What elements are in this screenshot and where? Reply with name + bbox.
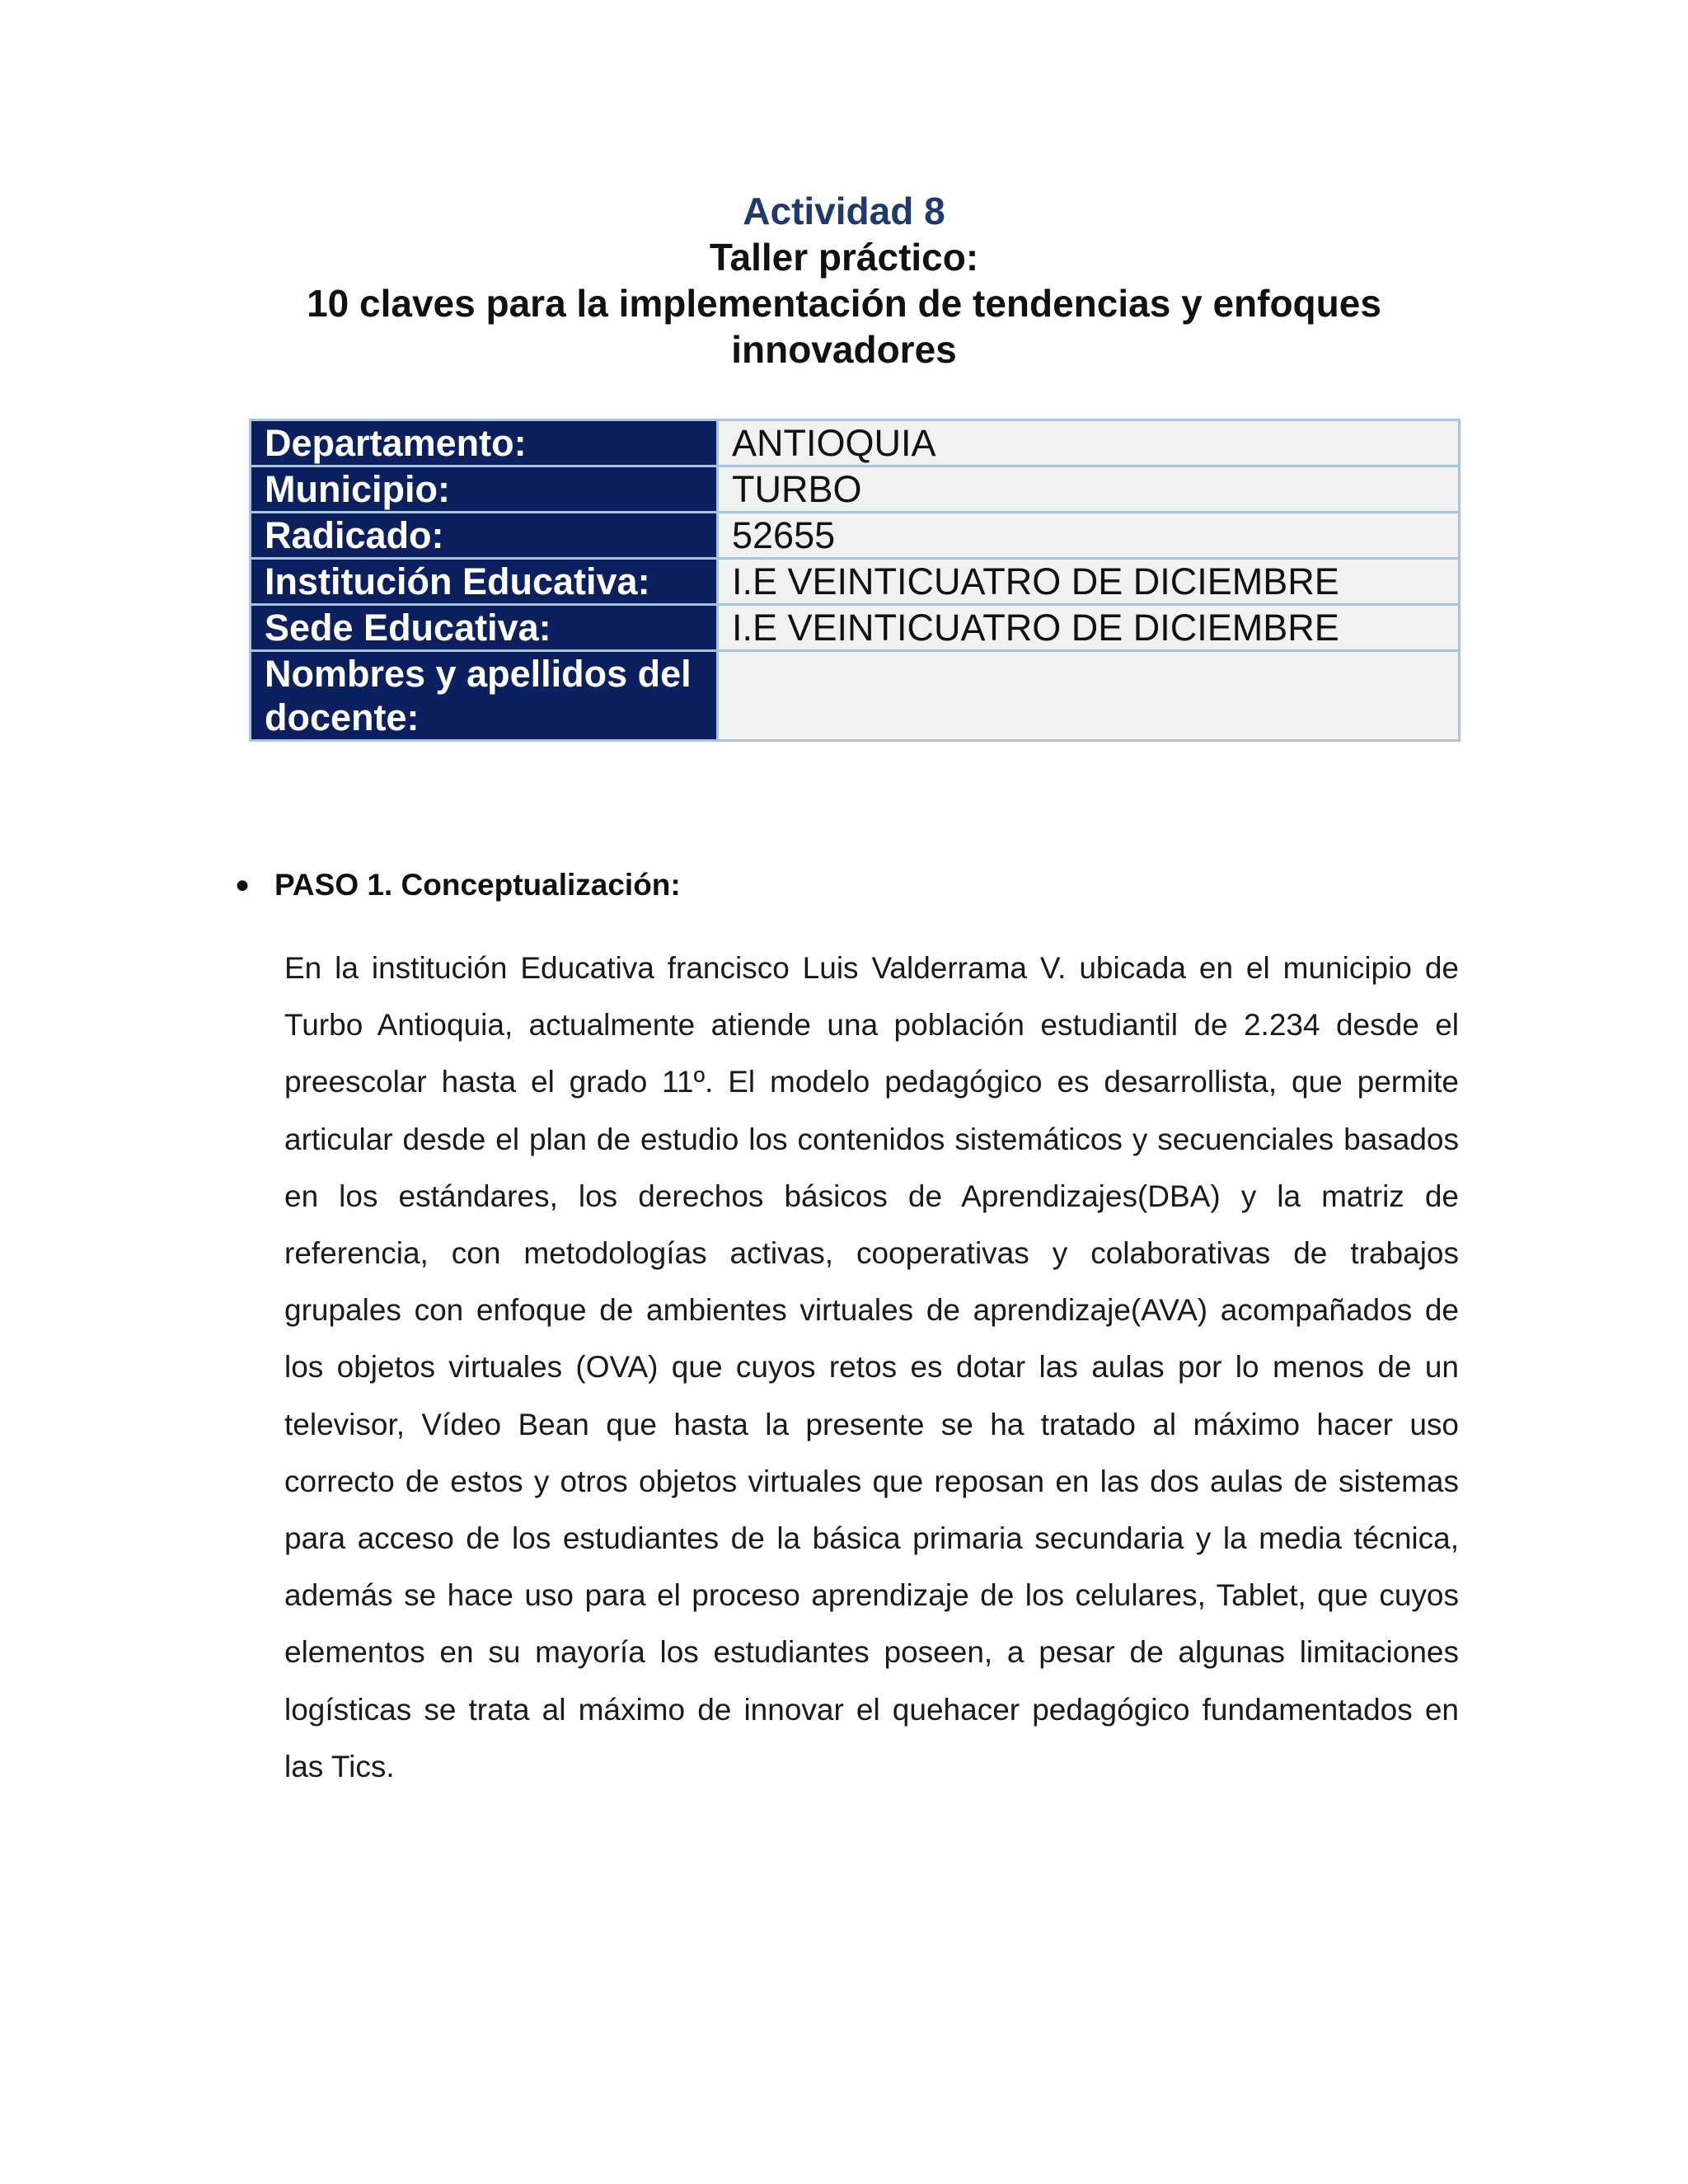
table-row	[251, 513, 1460, 559]
activity-title: Actividad 8	[743, 190, 945, 232]
campus-label: Sede Educativa:	[251, 605, 718, 651]
municipality-value: TURBO	[718, 466, 1460, 513]
document-header	[0, 188, 1688, 373]
radicado-label: Radicado:	[251, 513, 718, 559]
campus-value: I.E VEINTICUATRO DE DICIEMBRE	[718, 605, 1460, 651]
institution-value: I.E VEINTICUATRO DE DICIEMBRE	[718, 559, 1460, 605]
step-1-title: PASO 1. Conceptualización:	[274, 868, 681, 902]
workshop-title: Taller práctico:	[709, 236, 979, 279]
institution-label: Institución Educativa:	[251, 559, 718, 605]
table-row	[251, 466, 1460, 513]
table-row	[251, 559, 1460, 605]
teacher-name-value	[718, 651, 1460, 741]
info-table	[249, 419, 1461, 742]
step-1-paragraph: En la institución Educativa francisco Luis Valderrama V. ubicada en el municipio de Turbo Antioquia, actualmente atiende una población estudiantil de 2.234 desde el preescolar hasta el grado 11º. El modelo pedagógico es desarrollista, que permite articular desde el plan de estudio los contenidos sistemáticos y secuenciales basados en los estándares, los derechos básicos de Aprendizajes(DBA) y la matriz de referencia, con metodologías activas, cooperativas y colaborativas de trabajos grupales con enfoque de ambientes virtuales de aprendizaje(AVA) acompañados de los objetos virtuales (OVA) que cuyos retos es dotar las aulas por lo menos de un televisor, Vídeo Bean que hasta la presente se ha tratado al máximo hacer uso correcto de estos y otros objetos virtuales que reposan en las dos aulas de sistemas para acceso de los estudiantes de la básica primaria secundaria y la media técnica, además se hace uso para el proceso aprendizaje de los celulares, Tablet, que cuyos elementos en su mayoría los estudiantes poseen, a pesar de algunas limitaciones logísticas se trata al máximo de innovar el quehacer pedagógico fundamentados en las Tics.	[284, 951, 1459, 1783]
municipality-label: Municipio:	[251, 466, 718, 513]
workshop-subtitle: 10 claves para la implementación de tendencias y enfoques innovadores	[307, 282, 1381, 371]
teacher-name-label: Nombres y apellidos del docente:	[251, 651, 718, 741]
table-row	[251, 651, 1460, 741]
step-1-heading	[235, 864, 681, 907]
table-row	[251, 605, 1460, 651]
department-value: ANTIOQUIA	[718, 420, 1460, 466]
table-row	[251, 420, 1460, 466]
bullet-icon: ●	[235, 871, 251, 898]
radicado-value: 52655	[718, 513, 1460, 559]
department-label: Departamento:	[251, 420, 718, 466]
